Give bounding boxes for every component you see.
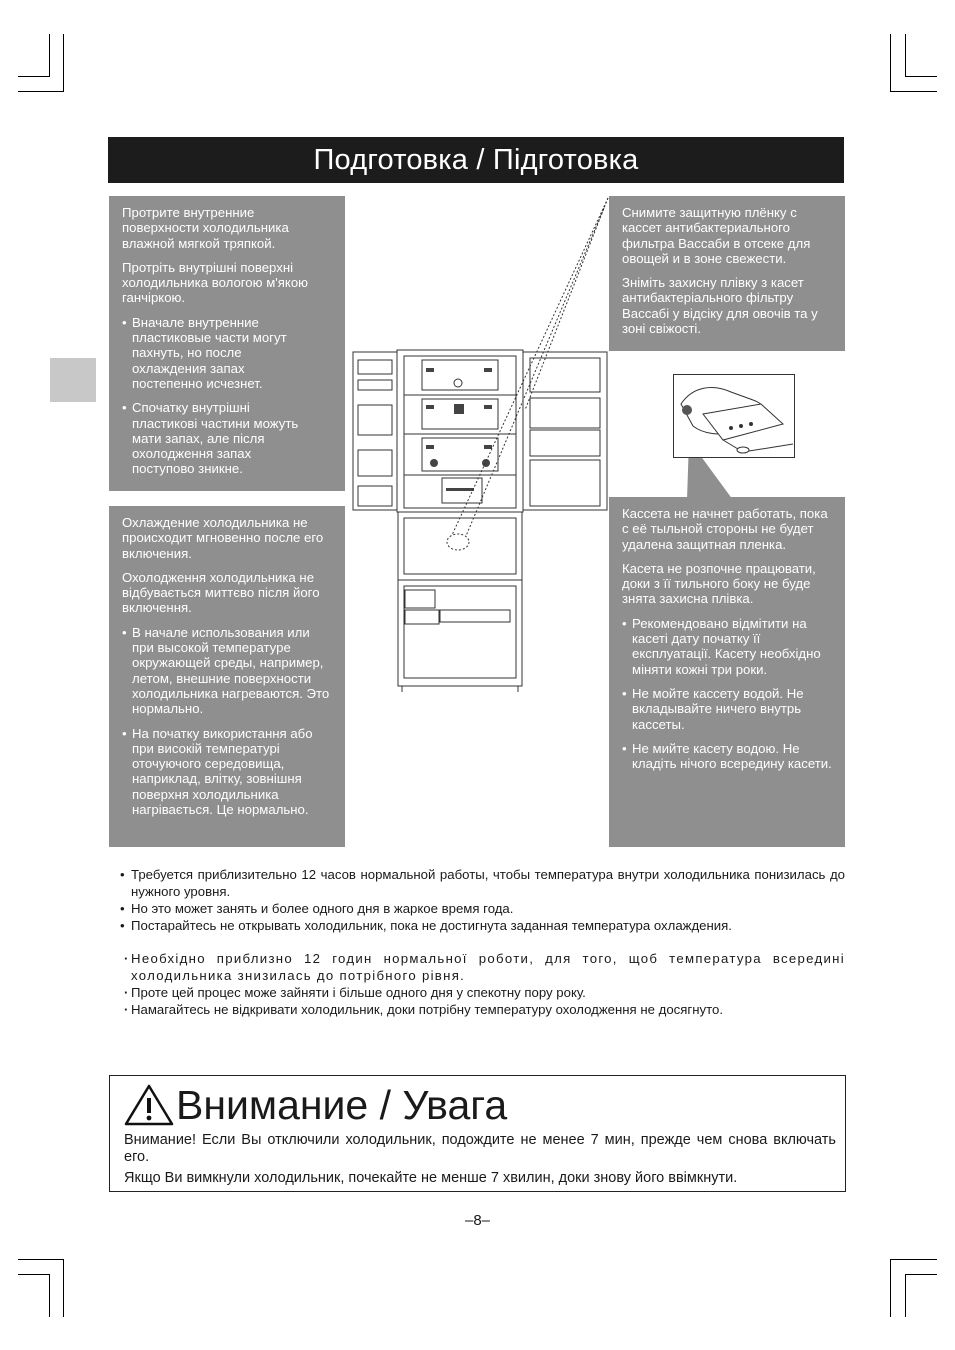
cassette-text-uk: Касета не розпочне працювати, доки з її тильного боку не буде знята захисна плівка. [622, 560, 816, 607]
crop-mark [63, 34, 64, 92]
clean-bullet-uk: • Спочатку внутрішні пластикові частини можуть мати запах, але після охолодження запах поступово зникне. [122, 400, 333, 476]
cassette-bullet: • Не мийте касету водою. Не кладіть нічого всередину касети. [622, 741, 833, 772]
notes-ru [117, 866, 845, 934]
clean-text-ru: Протрите внутренние поверхности холодильника влажной мягкой тряпкой. [122, 205, 289, 251]
crop-mark [890, 34, 891, 92]
clean-info-box [109, 196, 345, 491]
page-title-text: Подготовка / Підготовка [313, 143, 639, 176]
section-tab [50, 358, 96, 402]
warning-icon [124, 1084, 174, 1126]
cooling-text-uk: Охолодження холодильника не відбувається миттєво після його включення. [122, 569, 320, 616]
notes-uk [117, 950, 845, 1018]
note-item-uk: · Намагайтесь не відкривати холодильник, доки потрібну температуру охолодження не досягнуто. [117, 1001, 845, 1018]
crop-mark [905, 34, 906, 77]
crop-mark [905, 1274, 937, 1275]
cassette-text-ru: Кассета не начнет работать, пока с её тыльной стороны не будет удалена защитная пленка. [622, 506, 828, 552]
note-item-ru: • Постарайтесь не открывать холодильник, пока не достигнута заданная температура охлаждения. [117, 917, 845, 934]
crop-mark [890, 1259, 937, 1260]
page-title [108, 137, 844, 183]
note-item-uk: · Проте цей процес може зайняти і більше одного дня у спекотну пору року. [117, 984, 845, 1001]
crop-mark [890, 91, 937, 92]
crop-mark [18, 1274, 50, 1275]
cassette-info-box [609, 497, 845, 847]
crop-mark [49, 1274, 50, 1317]
warning-text-uk: Якщо Ви вимкнули холодильник, почекайте не менше 7 хвилин, доки знову його ввімкнути. [124, 1170, 738, 1186]
crop-mark [890, 1259, 891, 1317]
cassette-bullet: • Рекомендовано відмітити на касеті дату початку її експлуатації. Касету необхідно міняти кожні три роки. [622, 616, 833, 677]
crop-mark [18, 91, 64, 92]
cooling-text-ru: Охлаждение холодильника не происходит мгновенно после его включения. [122, 515, 324, 561]
crop-mark [63, 1259, 64, 1317]
warning-title: Внимание / Увага [176, 1082, 508, 1128]
warning-box [109, 1075, 846, 1192]
film-text-uk: Зніміть захисну плівку з касет антибактеріального фільтру Вассабі у відсіку для овочів та у зоні свіжості. [622, 275, 818, 337]
warning-body [124, 1132, 836, 1191]
film-text-ru: Снимите защитную плёнку с кассет антибактериального фильтра Вассаби в отсеке для овощей и в зоне свежести. [622, 205, 811, 266]
note-item-ru: • Но это может занять и более одного дня в жаркое время года. [117, 900, 845, 917]
cooling-info-box [109, 506, 345, 847]
warning-header [124, 1080, 507, 1130]
crop-mark [905, 76, 937, 77]
cassette-illustration [673, 374, 795, 458]
crop-mark [18, 76, 50, 77]
cooling-bullet-uk: • На початку використання або при високій температурі оточуючого середовища, наприклад, влітку, зовнішня поверхня холодильника нагрівається. Це нормально. [122, 726, 333, 818]
page-number: –8– [464, 1212, 491, 1229]
crop-mark [18, 1259, 64, 1260]
note-item-uk: · Необхідно приблизно 12 годин нормальної роботи, для того, щоб температура всередині холодильника знизилась до потрібного рівня. [117, 950, 845, 984]
clean-bullet-ru: • Вначале внутренние пластиковые части могут пахнуть, но после охлаждения запах постепенно исчезнет. [122, 315, 333, 391]
crop-mark [905, 1274, 906, 1317]
cooling-bullet-ru: • В начале использования или при высокой температуре окружающей среды, например, летом, внешние поверхности холодильника нагреваются. Это нормально. [122, 625, 333, 717]
warning-text-ru: Внимание! Если Вы отключили холодильник, подождите не менее 7 мин, прежде чем снова включать его. [124, 1132, 836, 1165]
cassette-bullet: • Не мойте кассету водой. Не вкладывайте ничего внутрь кассеты. [622, 686, 833, 732]
note-item-ru: • Требуется приблизительно 12 часов нормальной работы, чтобы температура внутри холодильника понизилась до нужного уровня. [117, 866, 845, 900]
clean-text-uk: Протріть внутрішні поверхні холодильника вологою м'якою ганчіркою. [122, 259, 309, 306]
refrigerator-illustration [350, 190, 610, 695]
film-info-box [609, 196, 845, 351]
crop-mark [49, 34, 50, 77]
